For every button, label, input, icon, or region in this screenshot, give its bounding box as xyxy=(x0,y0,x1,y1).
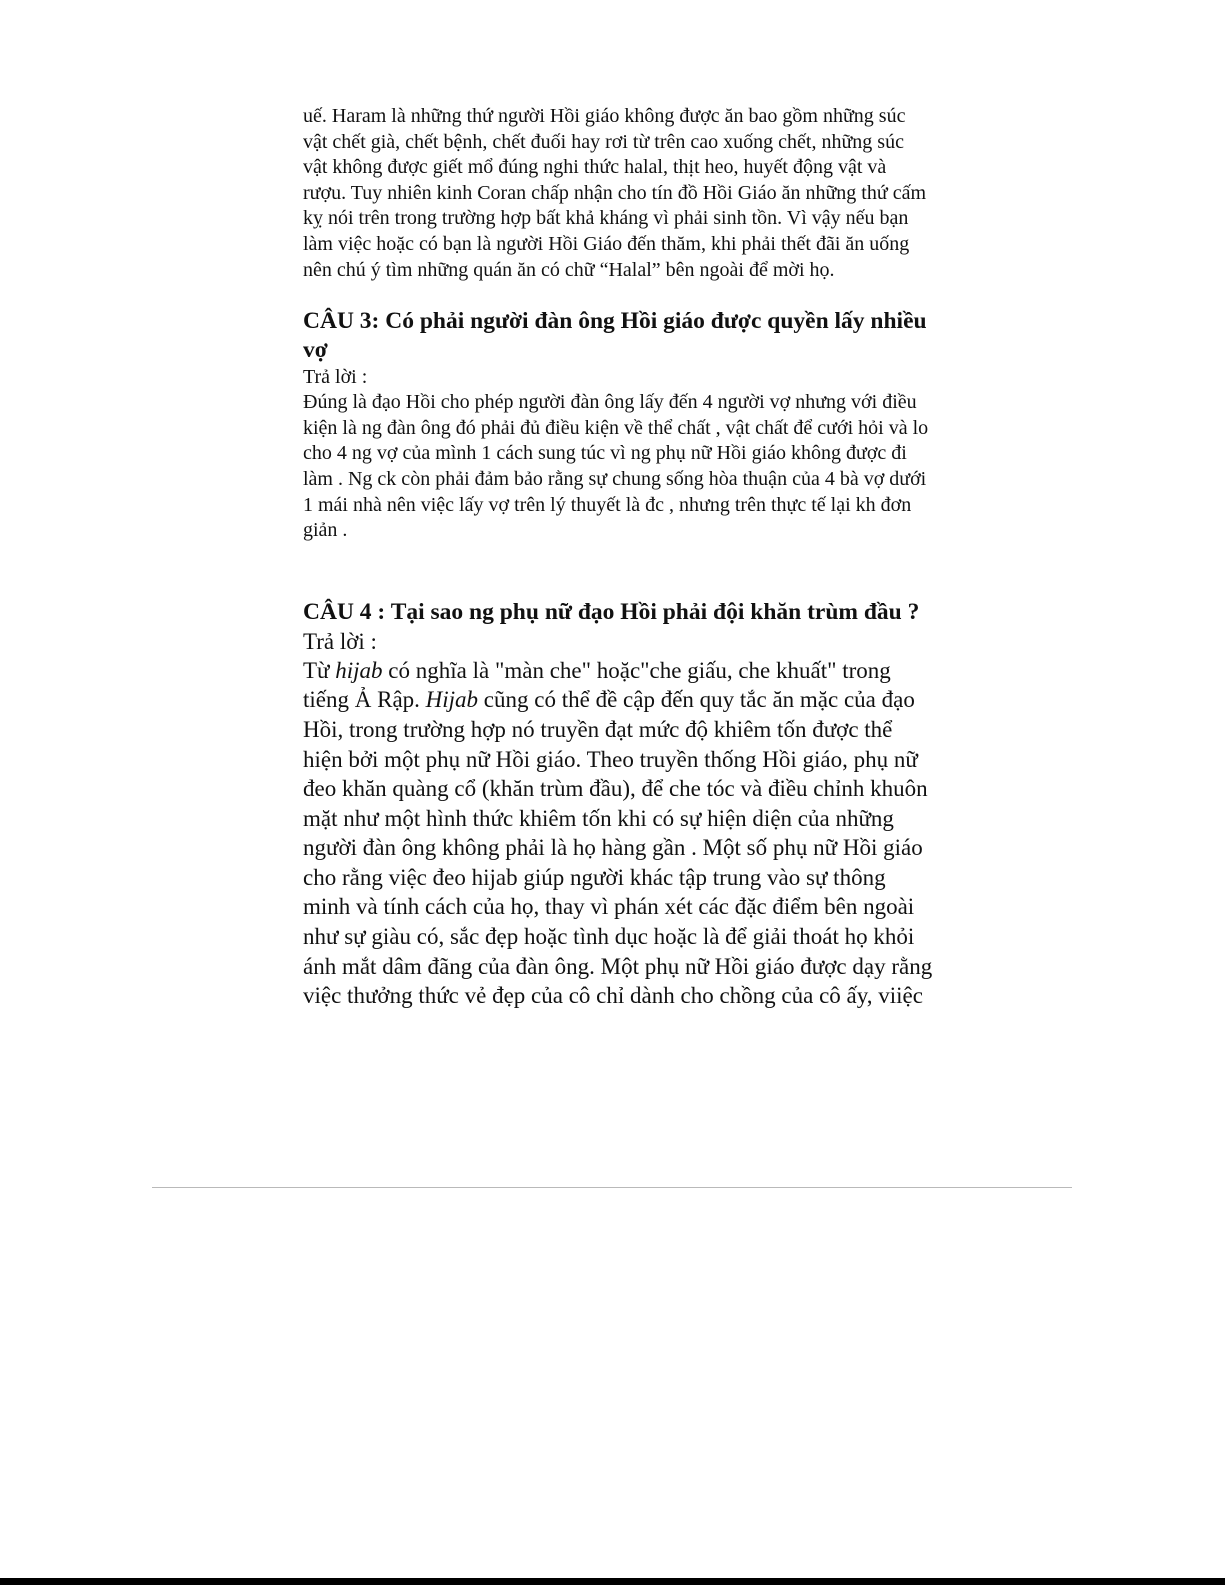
italic-term: hijab xyxy=(335,657,383,683)
bottom-border xyxy=(0,1578,1225,1585)
text-line: rượu. Tuy nhiên kinh Coran chấp nhận cho tín đồ Hồi Giáo ăn những thứ cấm xyxy=(303,181,927,204)
question-3-answer-label: Trả lời : xyxy=(303,366,368,389)
text-run: cũng có thể đề cập đến quy tắc ăn mặc của đạo xyxy=(478,687,915,713)
text-line: 1 mái nhà nên việc lấy vợ trên lý thuyết là đc , nhưng trên thực tế lại kh đơn xyxy=(303,493,912,516)
heading-line: vợ xyxy=(303,337,328,364)
text-line: làm việc hoặc có bạn là người Hồi Giáo đến thăm, khi phải thết đãi ăn uống xyxy=(303,232,910,255)
text-line: giản . xyxy=(303,519,348,542)
question-4-heading: CÂU 4 : Tại sao ng phụ nữ đạo Hồi phải đội khăn trùm đầu ? xyxy=(303,598,920,625)
text-line: kiện là ng đàn ông đó phải đủ điều kiện về thể chất , vật chất để cưới hỏi và lo xyxy=(303,416,929,439)
text-run: tiếng Ả Rập. xyxy=(303,687,426,713)
text-run: có nghĩa là "màn che" hoặc"che giấu, che khuất" trong xyxy=(382,657,891,683)
text-line xyxy=(303,685,963,715)
text-line: làm . Ng ck còn phải đảm bảo rằng sự chung sống hòa thuận của 4 bà vợ dưới xyxy=(303,467,927,490)
page-divider xyxy=(152,1187,1072,1188)
text-line: vật không được giết mổ đúng nghi thức halal, thịt heo, huyết động vật và xyxy=(303,156,887,179)
text-line: hiện bởi một phụ nữ Hồi giáo. Theo truyền thống Hồi giáo, phụ nữ xyxy=(303,746,918,772)
question-4-answer-label: Trả lời : xyxy=(303,628,377,654)
text-line: ánh mắt dâm đãng của đàn ông. Một phụ nữ Hồi giáo được dạy rằng xyxy=(303,953,933,979)
text-line: Hồi, trong trường hợp nó truyền đạt mức độ khiêm tốn được thể xyxy=(303,716,893,742)
question-3-heading xyxy=(303,307,963,365)
text-line: mặt như một hình thức khiêm tốn khi có sự hiện diện của những xyxy=(303,805,894,831)
text-line: vật chết già, chết bệnh, chết đuối hay rơi từ trên cao xuống chết, những súc xyxy=(303,130,904,153)
document-page xyxy=(303,104,963,1011)
text-line: như sự giàu có, sắc đẹp hoặc tình dục hoặc là để giải thoát họ khỏi xyxy=(303,924,915,950)
text-line: Đúng là đạo Hồi cho phép người đàn ông lấy đến 4 người vợ nhưng với điều xyxy=(303,391,917,414)
question-4-answer xyxy=(303,656,963,1011)
intro-paragraph xyxy=(303,104,963,283)
text-line: cho rằng việc đeo hijab giúp người khác tập trung vào sự thông xyxy=(303,864,886,890)
text-line: kỵ nói trên trong trường hợp bất khả kháng vì phải sinh tồn. Vì vậy nếu bạn xyxy=(303,207,909,230)
text-line: cho 4 ng vợ của mình 1 cách sung túc vì ng phụ nữ Hồi giáo không được đi xyxy=(303,442,907,465)
text-run: Từ xyxy=(303,657,336,683)
text-line: đeo khăn quàng cổ (khăn trùm đầu), để che tóc và điều chỉnh khuôn xyxy=(303,776,928,802)
text-line: người đàn ông không phải là họ hàng gần . Một số phụ nữ Hồi giáo xyxy=(303,835,923,861)
text-line: nên chú ý tìm những quán ăn có chữ “Halal” bên ngoài để mời họ. xyxy=(303,258,835,281)
text-line: việc thưởng thức vẻ đẹp của cô chỉ dành cho chồng của cô ấy, viiệc xyxy=(303,983,923,1009)
text-line xyxy=(303,656,963,686)
text-line: uế. Haram là những thứ người Hồi giáo không được ăn bao gồm những súc xyxy=(303,105,906,127)
text-line: minh và tính cách của họ, thay vì phán xét các đặc điểm bên ngoài xyxy=(303,894,915,920)
italic-term: Hijab xyxy=(425,687,479,713)
heading-line: CÂU 3: Có phải người đàn ông Hồi giáo được quyền lấy nhiều xyxy=(303,308,927,335)
question-3-answer xyxy=(303,390,963,544)
